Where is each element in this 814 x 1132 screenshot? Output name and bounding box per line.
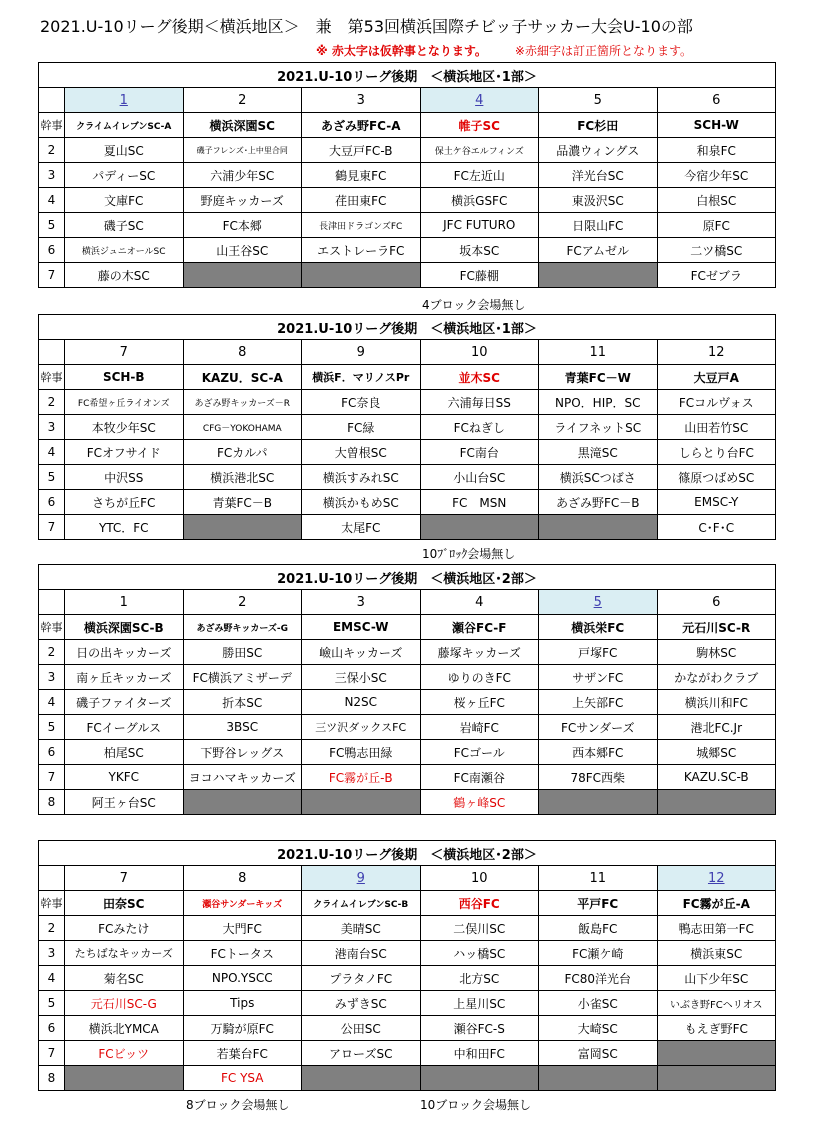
empty-cell <box>183 790 302 815</box>
row-label: 3 <box>39 163 65 188</box>
team-cell: 日の出キッカーズ <box>65 640 184 665</box>
block-number: 10 <box>420 866 539 891</box>
captain-cell: あざみ野キッカーズ-G <box>183 615 302 640</box>
team-cell: FC奈良 <box>302 390 421 415</box>
team-cell: ライフネットSC <box>539 415 658 440</box>
team-cell: 78FC西柴 <box>539 765 658 790</box>
block-number: 8 <box>183 866 302 891</box>
team-cell: 桜ヶ丘FC <box>420 690 539 715</box>
league-table <box>38 62 776 288</box>
team-cell: 城郷SC <box>657 740 776 765</box>
team-cell: 折本SC <box>183 690 302 715</box>
team-cell: プラタノFC <box>302 966 421 991</box>
team-cell: C･F･C <box>657 515 776 540</box>
row-label: 2 <box>39 640 65 665</box>
row-label: 7 <box>39 515 65 540</box>
team-cell: サザンFC <box>539 665 658 690</box>
row-label: 6 <box>39 740 65 765</box>
team-cell: FCイーグルス <box>65 715 184 740</box>
captain-cell: 横浜深園SC-B <box>65 615 184 640</box>
team-cell: 戸塚FC <box>539 640 658 665</box>
team-cell: FCゼブラ <box>657 263 776 288</box>
team-cell: 太尾FC <box>302 515 421 540</box>
team-cell: 磯子フレンズ･上中里合同 <box>183 138 302 163</box>
row-label: 幹事 <box>39 113 65 138</box>
row-label: 幹事 <box>39 365 65 390</box>
empty-cell <box>539 515 658 540</box>
team-cell: 上星川SC <box>420 991 539 1016</box>
team-cell: FC霧が丘-B <box>302 765 421 790</box>
row-label: 7 <box>39 263 65 288</box>
team-cell: 小山台SC <box>420 465 539 490</box>
team-cell: もえぎ野FC <box>657 1016 776 1041</box>
league-block-2 <box>38 314 776 540</box>
venue-note: 8ブロック会場無し <box>186 1098 290 1112</box>
team-cell: FC左近山 <box>420 163 539 188</box>
block-number: 3 <box>302 88 421 113</box>
team-cell: しらとり台FC <box>657 440 776 465</box>
block-link[interactable]: 12 <box>657 866 776 891</box>
block-header: 2021.U-10リーグ後期 ＜横浜地区･2部＞ <box>39 841 776 866</box>
team-cell: 富岡SC <box>539 1041 658 1066</box>
captain-cell: 帷子SC <box>420 113 539 138</box>
venue-note: 4ブロック会場無し <box>422 298 526 312</box>
team-cell: 篠原つばめSC <box>657 465 776 490</box>
team-cell: 藤の木SC <box>65 263 184 288</box>
page-title: 2021.U-10リーグ後期＜横浜地区＞ 兼 第53回横浜国際チビッ子サッカー大会U-10の部 <box>40 17 693 36</box>
team-cell: 横浜すみれSC <box>302 465 421 490</box>
team-cell: 藤塚キッカーズ <box>420 640 539 665</box>
team-cell: 二俣川SC <box>420 916 539 941</box>
empty-cell <box>657 1066 776 1091</box>
team-cell: 港北FC.Jr <box>657 715 776 740</box>
block-number: 6 <box>657 590 776 615</box>
team-cell: 下野谷レッグス <box>183 740 302 765</box>
captain-cell: 元石川SC-R <box>657 615 776 640</box>
block-link[interactable]: 4 <box>420 88 539 113</box>
team-cell: 山下少年SC <box>657 966 776 991</box>
team-cell: Tips <box>183 991 302 1016</box>
legend-notes <box>316 42 692 59</box>
row-label: 6 <box>39 1016 65 1041</box>
block-link[interactable]: 5 <box>539 590 658 615</box>
team-cell: FCアムゼル <box>539 238 658 263</box>
row-label: 6 <box>39 490 65 515</box>
row-label: 5 <box>39 991 65 1016</box>
row-label: 2 <box>39 916 65 941</box>
captain-cell: 田奈SC <box>65 891 184 916</box>
captain-cell: FC杉田 <box>539 113 658 138</box>
team-cell: たちばなキッカーズ <box>65 941 184 966</box>
block-number: 4 <box>420 590 539 615</box>
block-number: 11 <box>539 866 658 891</box>
team-cell: 三ツ沢ダックスFC <box>302 715 421 740</box>
row-label: 5 <box>39 715 65 740</box>
team-cell: NPO.YSCC <box>183 966 302 991</box>
row-label: 幹事 <box>39 891 65 916</box>
team-cell: 横浜かもめSC <box>302 490 421 515</box>
row-label: 7 <box>39 1041 65 1066</box>
team-cell: いぶき野FCヘリオス <box>657 991 776 1016</box>
captain-cell: クライムイレブンSC-A <box>65 113 184 138</box>
team-cell: 山王谷SC <box>183 238 302 263</box>
team-cell: あざみ野キッカーズ－R <box>183 390 302 415</box>
team-cell: 洋光台SC <box>539 163 658 188</box>
team-cell: 黒滝SC <box>539 440 658 465</box>
block-number: 1 <box>65 590 184 615</box>
team-cell: 二ツ橋SC <box>657 238 776 263</box>
note-thin-red: ※赤細字は訂正箇所となります。 <box>514 44 692 58</box>
captain-cell: 青葉FC－W <box>539 365 658 390</box>
team-cell: 飯島FC <box>539 916 658 941</box>
team-cell: FCオフサイド <box>65 440 184 465</box>
captain-cell: EMSC-W <box>302 615 421 640</box>
team-cell: 保土ケ谷エルフィンズ <box>420 138 539 163</box>
block-number: 8 <box>183 340 302 365</box>
team-cell: FCみたけ <box>65 916 184 941</box>
block-number: 7 <box>65 866 184 891</box>
block-number: 3 <box>302 590 421 615</box>
team-cell: 東汲沢SC <box>539 188 658 213</box>
team-cell: 荏田東FC <box>302 188 421 213</box>
team-cell: 文庫FC <box>65 188 184 213</box>
empty-cell <box>657 790 776 815</box>
team-cell: 原FC <box>657 213 776 238</box>
team-cell: 柏尾SC <box>65 740 184 765</box>
team-cell: 横浜港北SC <box>183 465 302 490</box>
team-cell: FC南台 <box>420 440 539 465</box>
team-cell: FCビッツ <box>65 1041 184 1066</box>
team-cell: N2SC <box>302 690 421 715</box>
team-cell: さちが丘FC <box>65 490 184 515</box>
row-label: 4 <box>39 188 65 213</box>
captain-cell: 大豆戸A <box>657 365 776 390</box>
team-cell: パディーSC <box>65 163 184 188</box>
row-label: 4 <box>39 440 65 465</box>
league-table <box>38 840 776 1091</box>
team-cell: 横浜SCつばさ <box>539 465 658 490</box>
empty-cell <box>183 515 302 540</box>
team-cell: 夏山SC <box>65 138 184 163</box>
venue-note: 10ブロック会場無し <box>420 1098 532 1112</box>
team-cell: ヨコハマキッカーズ <box>183 765 302 790</box>
team-cell: FC鴨志田緑 <box>302 740 421 765</box>
row-label: 幹事 <box>39 615 65 640</box>
captain-cell: 平戸FC <box>539 891 658 916</box>
team-cell: 西本郷FC <box>539 740 658 765</box>
empty-cell <box>302 790 421 815</box>
row-label: 5 <box>39 213 65 238</box>
team-cell: 横浜川和FC <box>657 690 776 715</box>
team-cell: 若葉台FC <box>183 1041 302 1066</box>
row-label: 3 <box>39 941 65 966</box>
team-cell: NPO．HIP．SC <box>539 390 658 415</box>
team-cell: 坂本SC <box>420 238 539 263</box>
league-block-1 <box>38 62 776 288</box>
team-cell: 磯子SC <box>65 213 184 238</box>
row-label: 3 <box>39 415 65 440</box>
row-label: 6 <box>39 238 65 263</box>
team-cell: エストレーラFC <box>302 238 421 263</box>
captain-cell: 横浜深園SC <box>183 113 302 138</box>
team-cell: かながわクラブ <box>657 665 776 690</box>
team-cell: 北方SC <box>420 966 539 991</box>
block-header: 2021.U-10リーグ後期 ＜横浜地区･1部＞ <box>39 315 776 340</box>
captain-cell: FC霧が丘-A <box>657 891 776 916</box>
team-cell: 白根SC <box>657 188 776 213</box>
team-cell: FC藤棚 <box>420 263 539 288</box>
team-cell: ハッ橋SC <box>420 941 539 966</box>
captain-cell: 横浜栄FC <box>539 615 658 640</box>
block-header: 2021.U-10リーグ後期 ＜横浜地区･1部＞ <box>39 63 776 88</box>
block-number: 9 <box>302 340 421 365</box>
captain-cell: 並木SC <box>420 365 539 390</box>
row-label: 4 <box>39 966 65 991</box>
team-cell: 鶴見東FC <box>302 163 421 188</box>
team-cell: FC YSA <box>183 1066 302 1091</box>
team-cell: 嶮山キッカーズ <box>302 640 421 665</box>
team-cell: 今宿少年SC <box>657 163 776 188</box>
captain-cell: SCH-W <box>657 113 776 138</box>
team-cell: FC瀬ケ崎 <box>539 941 658 966</box>
league-table <box>38 314 776 540</box>
row-label: 4 <box>39 690 65 715</box>
team-cell: 三保小SC <box>302 665 421 690</box>
team-cell: 大曽根SC <box>302 440 421 465</box>
captain-cell: 瀬谷サンダーキッズ <box>183 891 302 916</box>
block-number: 5 <box>539 88 658 113</box>
team-cell: 阿王ヶ台SC <box>65 790 184 815</box>
team-cell: FCカルパ <box>183 440 302 465</box>
team-cell: 長津田ドラゴンズFC <box>302 213 421 238</box>
block-number: 11 <box>539 340 658 365</box>
team-cell: 3BSC <box>183 715 302 740</box>
team-cell: FCコルヴォス <box>657 390 776 415</box>
captain-cell: 横浜F．マリノスPr <box>302 365 421 390</box>
team-cell: 岩崎FC <box>420 715 539 740</box>
row-label: 2 <box>39 138 65 163</box>
team-cell: 野庭キッカーズ <box>183 188 302 213</box>
team-cell: 万騎が原FC <box>183 1016 302 1041</box>
league-block-4 <box>38 840 776 1091</box>
row-label: 8 <box>39 1066 65 1091</box>
block-link[interactable]: 1 <box>65 88 184 113</box>
team-cell: 鶴ヶ峰SC <box>420 790 539 815</box>
team-cell: FCゴール <box>420 740 539 765</box>
team-cell: FCサンダーズ <box>539 715 658 740</box>
team-cell: みずきSC <box>302 991 421 1016</box>
team-cell: FC緑 <box>302 415 421 440</box>
team-cell: 横浜GSFC <box>420 188 539 213</box>
block-header: 2021.U-10リーグ後期 ＜横浜地区･2部＞ <box>39 565 776 590</box>
block-link[interactable]: 9 <box>302 866 421 891</box>
team-cell: 山田若竹SC <box>657 415 776 440</box>
team-cell: FC横浜アミザーデ <box>183 665 302 690</box>
team-cell: 日限山FC <box>539 213 658 238</box>
team-cell: YTC．FC <box>65 515 184 540</box>
block-number: 10 <box>420 340 539 365</box>
row-label: 3 <box>39 665 65 690</box>
team-cell: 瀬谷FC-S <box>420 1016 539 1041</box>
captain-cell: 瀬谷FC-F <box>420 615 539 640</box>
block-number: 2 <box>183 88 302 113</box>
team-cell: 港南台SC <box>302 941 421 966</box>
empty-cell <box>183 263 302 288</box>
league-block-3 <box>38 564 776 815</box>
team-cell: 小雀SC <box>539 991 658 1016</box>
team-cell: 勝田SC <box>183 640 302 665</box>
team-cell: 中和田FC <box>420 1041 539 1066</box>
empty-cell <box>657 1041 776 1066</box>
empty-cell <box>420 1066 539 1091</box>
team-cell: 大崎SC <box>539 1016 658 1041</box>
league-table <box>38 564 776 815</box>
empty-cell <box>420 515 539 540</box>
block-number: 2 <box>183 590 302 615</box>
captain-cell: 西谷FC <box>420 891 539 916</box>
note-bold-red: ※ 赤太字は仮幹事となります。 <box>316 44 487 58</box>
team-cell: FC80洋光台 <box>539 966 658 991</box>
captain-cell: SCH-B <box>65 365 184 390</box>
team-cell: 公田SC <box>302 1016 421 1041</box>
team-cell: 大門FC <box>183 916 302 941</box>
team-cell: FCトータス <box>183 941 302 966</box>
team-cell: ゆりのきFC <box>420 665 539 690</box>
team-cell: JFC FUTURO <box>420 213 539 238</box>
captain-cell: あざみ野FC-A <box>302 113 421 138</box>
block-number: 6 <box>657 88 776 113</box>
empty-cell <box>539 263 658 288</box>
captain-cell: クライムイレブンSC-B <box>302 891 421 916</box>
team-cell: 駒林SC <box>657 640 776 665</box>
team-cell: FC本郷 <box>183 213 302 238</box>
block-number: 12 <box>657 340 776 365</box>
team-cell: 六浦毎日SS <box>420 390 539 415</box>
captain-cell: KAZU．SC-A <box>183 365 302 390</box>
row-label: 7 <box>39 765 65 790</box>
team-cell: KAZU.SC-B <box>657 765 776 790</box>
team-cell: 横浜東SC <box>657 941 776 966</box>
team-cell: 六浦少年SC <box>183 163 302 188</box>
team-cell: 横浜北YMCA <box>65 1016 184 1041</box>
team-cell: 鴨志田第一FC <box>657 916 776 941</box>
team-cell: アローズSC <box>302 1041 421 1066</box>
team-cell: 品濃ウィングス <box>539 138 658 163</box>
empty-cell <box>539 1066 658 1091</box>
team-cell: FCねぎし <box>420 415 539 440</box>
block-number: 7 <box>65 340 184 365</box>
row-label: 2 <box>39 390 65 415</box>
team-cell: YKFC <box>65 765 184 790</box>
team-cell: 和泉FC <box>657 138 776 163</box>
team-cell: 大豆戸FC-B <box>302 138 421 163</box>
empty-cell <box>65 1066 184 1091</box>
team-cell: 南ヶ丘キッカーズ <box>65 665 184 690</box>
team-cell: CFG－YOKOHAMA <box>183 415 302 440</box>
empty-cell <box>302 1066 421 1091</box>
team-cell: 元石川SC-G <box>65 991 184 1016</box>
team-cell: 美晴SC <box>302 916 421 941</box>
row-label: 8 <box>39 790 65 815</box>
empty-cell <box>302 263 421 288</box>
team-cell: 横浜ジュニオールSC <box>65 238 184 263</box>
team-cell: 青葉FC－B <box>183 490 302 515</box>
team-cell: FC希望ヶ丘ライオンズ <box>65 390 184 415</box>
row-label: 5 <box>39 465 65 490</box>
team-cell: 菊名SC <box>65 966 184 991</box>
empty-cell <box>539 790 658 815</box>
team-cell: EMSC-Y <box>657 490 776 515</box>
team-cell: 中沢SS <box>65 465 184 490</box>
venue-note: 10ﾌﾞﾛｯｸ会場無し <box>422 547 516 561</box>
team-cell: あざみ野FC－B <box>539 490 658 515</box>
team-cell: FC南瀬谷 <box>420 765 539 790</box>
team-cell: 上矢部FC <box>539 690 658 715</box>
team-cell: 磯子ファイターズ <box>65 690 184 715</box>
team-cell: 本牧少年SC <box>65 415 184 440</box>
team-cell: FC MSN <box>420 490 539 515</box>
